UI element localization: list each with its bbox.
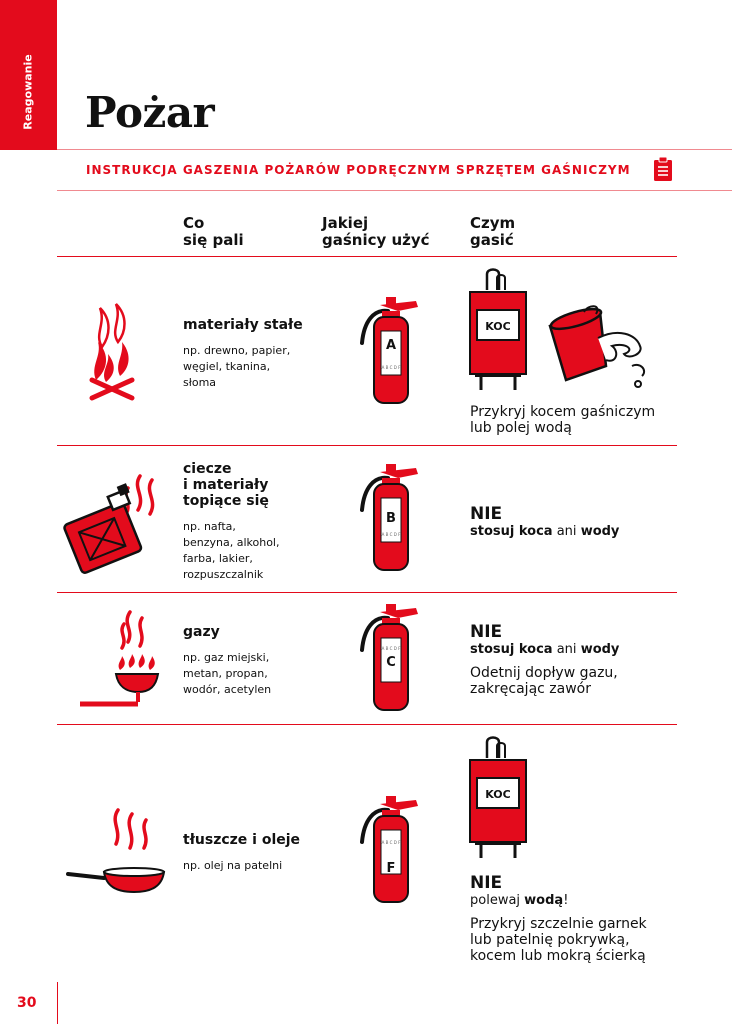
row-divider — [57, 724, 677, 725]
svg-text:KOC: KOC — [485, 788, 511, 801]
material-name: ciecze i materiały topiące się — [183, 461, 269, 509]
page-number: 30 — [17, 995, 37, 1011]
frying-pan-icon — [66, 806, 168, 898]
svg-text:C: C — [386, 655, 396, 670]
section-tab-label: Reagowanie — [21, 54, 35, 130]
material-examples: np. olej na patelni — [183, 859, 283, 872]
material-examples: np. drewno, papier, węgiel, tkanina, słoma — [183, 344, 291, 389]
material-gases — [183, 624, 323, 698]
rule-gases — [470, 622, 680, 697]
do-not-use-line: stosuj koca ani wody — [470, 524, 620, 539]
gas-burner-icon — [80, 608, 162, 710]
water-bucket-icon — [540, 308, 655, 392]
row-divider — [57, 445, 677, 446]
instruction-gases: Odetnij dopływ gazu, zakręcając zawór — [470, 665, 618, 697]
extinguisher-icon — [358, 297, 426, 405]
svg-text:A: A — [385, 338, 397, 353]
instruction-fats-oils: Przykryj szczelnie garnek lub patelnię pokrywką, kocem lub mokrą ścierką — [470, 916, 647, 964]
subtitle-top-rule — [57, 149, 732, 150]
nie-label: NIE — [470, 504, 503, 524]
svg-text:F: F — [386, 861, 396, 876]
nie-label: NIE — [470, 873, 503, 893]
column-header-what-burns: Co się pali — [183, 214, 244, 249]
do-not-use-line: polewaj wodą! — [470, 893, 569, 908]
page-title: Pożar — [85, 88, 215, 137]
svg-text:A B C D F: A B C D F — [381, 840, 401, 845]
row-divider — [57, 256, 677, 257]
material-name: tłuszcze i oleje — [183, 832, 301, 848]
footer-rule — [57, 982, 58, 1024]
svg-text:B: B — [386, 511, 396, 526]
row-divider — [57, 592, 677, 593]
material-examples: np. gaz miejski, metan, propan, wodór, acetylen — [183, 651, 272, 696]
svg-text:KOC: KOC — [485, 320, 511, 333]
rule-fats-oils — [470, 873, 680, 964]
material-examples: np. nafta, benzyna, alkohol, farba, lakier, rozpuszczalnik — [183, 520, 280, 581]
svg-text:A B C D F: A B C D F — [381, 532, 401, 537]
do-not-use-line: stosuj koca ani wody — [470, 642, 620, 657]
section-tab[interactable] — [0, 0, 57, 150]
column-header-extinguisher: Jakiej gaśnicy użyć — [322, 214, 430, 249]
material-fats-oils — [183, 832, 323, 874]
extinguisher-icon — [358, 464, 426, 572]
material-liquids — [183, 461, 323, 583]
fuel-canister-icon — [62, 470, 172, 570]
svg-text:A B C D F: A B C D F — [381, 365, 401, 370]
clipboard-icon — [653, 156, 673, 182]
instruction-solids: Przykryj kocem gaśniczym lub polej wodą — [470, 404, 656, 436]
rule-liquids — [470, 504, 619, 539]
material-name: materiały stałe — [183, 317, 303, 333]
page-subtitle: INSTRUKCJA GASZENIA POŻARÓW PODRĘCZNYM SPRZĘTEM GAŚNICZYM — [86, 163, 631, 177]
campfire-flame-icon — [88, 302, 138, 402]
column-header-how: Czym gasić — [470, 214, 516, 249]
fire-blanket-icon — [469, 736, 529, 860]
extinguisher-icon — [358, 796, 426, 904]
extinguisher-icon — [358, 604, 426, 712]
material-name: gazy — [183, 624, 220, 640]
material-solids — [183, 317, 323, 391]
subtitle-bottom-rule — [57, 190, 732, 191]
svg-text:A B C D F: A B C D F — [381, 646, 401, 651]
fire-blanket-icon — [469, 268, 529, 392]
nie-label: NIE — [470, 622, 503, 642]
